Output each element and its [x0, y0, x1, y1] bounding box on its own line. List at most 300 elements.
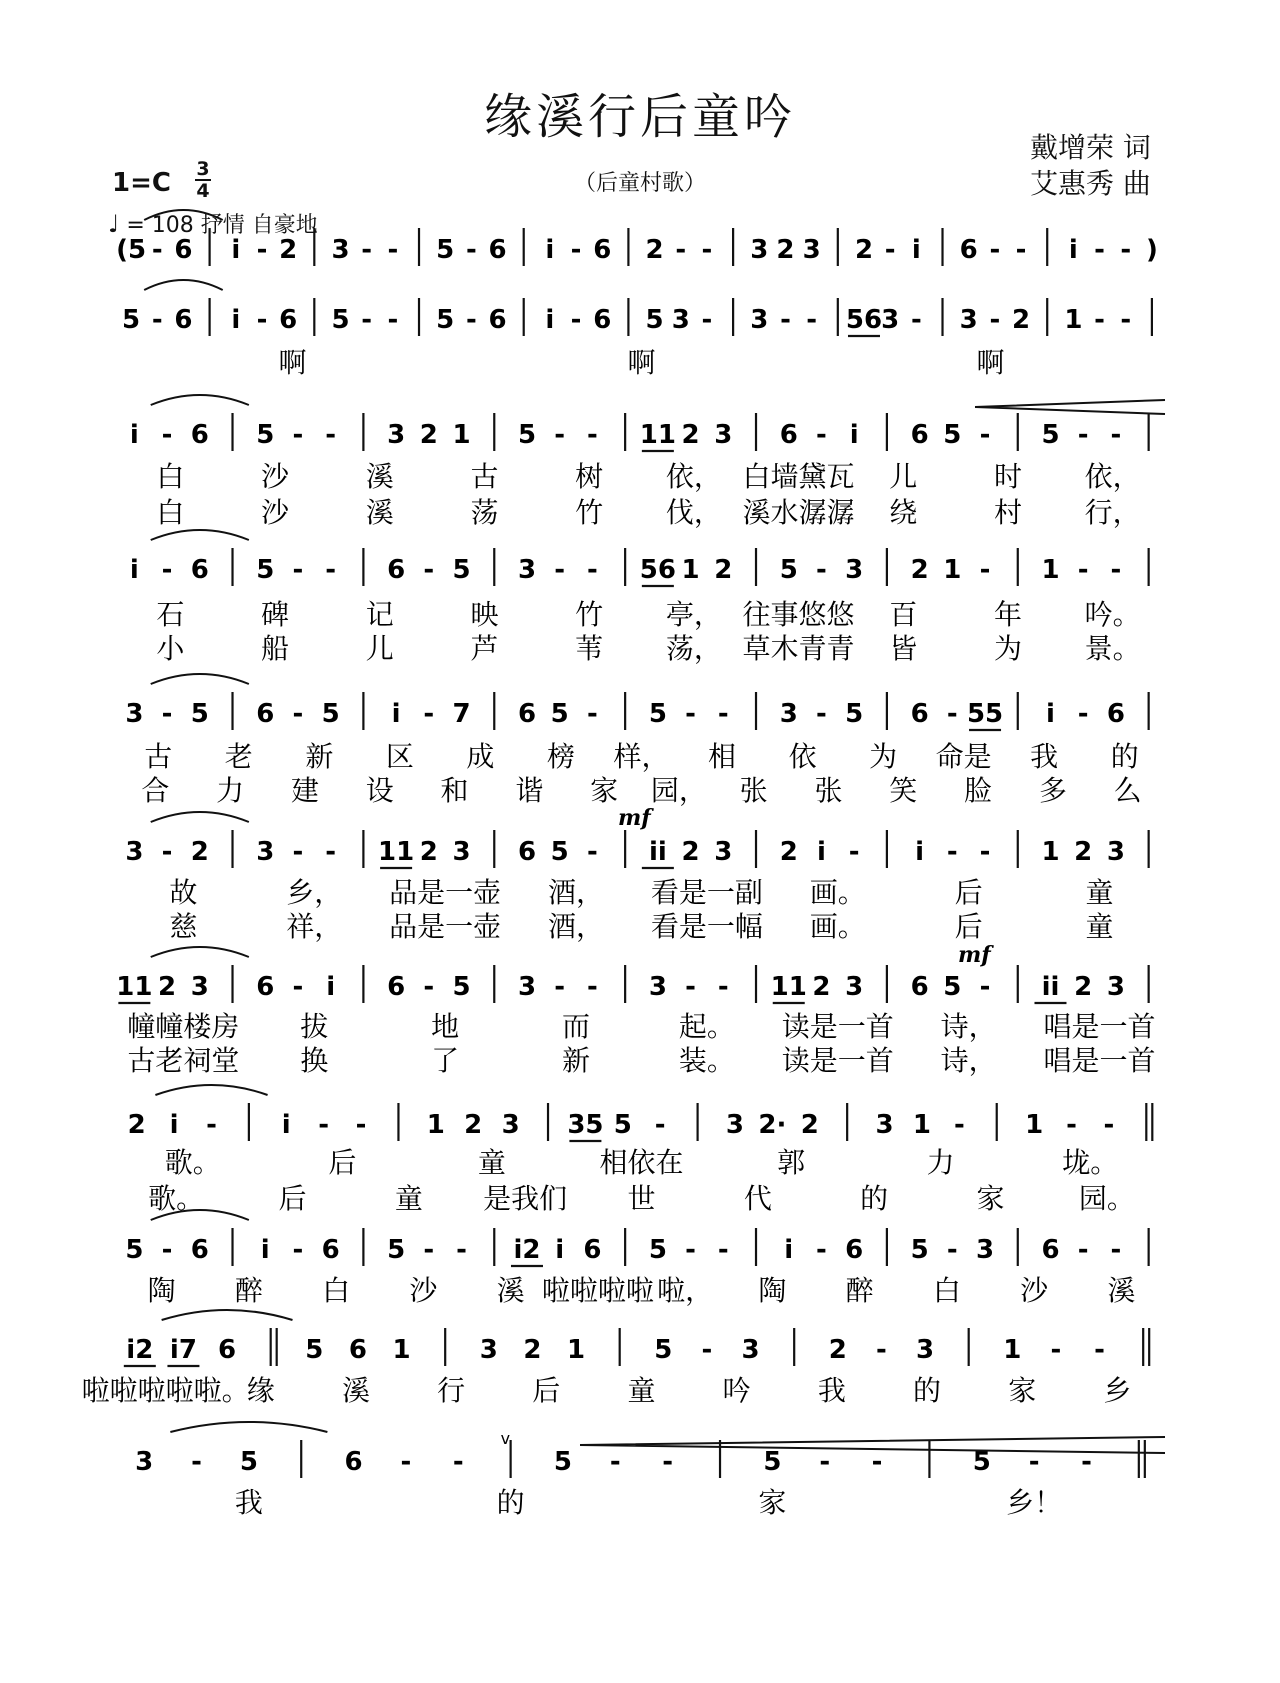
note: 3 [501, 1110, 520, 1140]
note: - [816, 699, 827, 729]
note: i [129, 420, 139, 450]
note: 5 [972, 1447, 991, 1477]
lyric-syllable: 慈 [169, 910, 198, 943]
lyric-syllable: 我 [234, 1486, 263, 1519]
lyric-syllable: 往事悠悠 [742, 598, 855, 631]
note: 2 [1074, 837, 1093, 867]
note: 3 [750, 235, 769, 265]
note: - [292, 555, 304, 585]
lyric-syllable: 脸 [964, 774, 993, 807]
lyric-syllable: 沙 [409, 1274, 438, 1307]
note: - [884, 235, 896, 265]
note: i [129, 555, 139, 585]
lyric-syllable: 草木青青 [742, 632, 855, 665]
tempo-expression: 抒情 自豪地 [200, 213, 318, 238]
note: 3 [881, 305, 900, 335]
note: 5 [943, 420, 962, 450]
note: 1 [1041, 837, 1060, 867]
quarter-note-icon: ♩ [108, 210, 120, 238]
note: 6 [218, 1335, 237, 1365]
note: 3 [714, 837, 733, 867]
slur [151, 530, 249, 540]
note: (5 [116, 235, 147, 265]
note: 3 [1106, 972, 1125, 1002]
note: 3 [387, 420, 406, 450]
lyric-syllable: 祥， [286, 910, 343, 943]
note: - [979, 837, 991, 867]
crescendo-hairpin [975, 400, 1165, 414]
note: i [1068, 235, 1078, 265]
note: - [685, 972, 696, 1002]
note: 6 [279, 305, 298, 335]
lyric-syllable: 皆 [889, 632, 918, 665]
lyric-syllable: 设 [365, 774, 394, 807]
lyric-syllable: 沙 [261, 496, 290, 529]
lyric-syllable: 醉 [234, 1274, 263, 1307]
note: 5 [763, 1447, 782, 1477]
lyric-syllable: 溪 [365, 460, 394, 493]
slur [170, 1422, 327, 1432]
lyric-syllable: 园， [650, 774, 707, 807]
lyric-syllable: 古老祠堂 [127, 1044, 240, 1077]
note: 5 [387, 1235, 406, 1265]
note: i2 [513, 1235, 541, 1265]
note: 3 [875, 1110, 894, 1140]
note: - [848, 837, 860, 867]
lyric-syllable: 命是 [935, 740, 992, 773]
note: 1 [452, 420, 471, 450]
note: 5 [1041, 420, 1060, 450]
lyric-syllable: 为 [993, 632, 1022, 665]
lyric-syllable: 陶 [147, 1274, 176, 1307]
note: - [1110, 555, 1122, 585]
slur [151, 812, 249, 822]
note: 3 [976, 1235, 995, 1265]
lyric-syllable: 张 [814, 774, 843, 807]
note: 1 [567, 1335, 586, 1365]
slur [151, 947, 249, 957]
lyric-syllable: 诗， [940, 1010, 997, 1043]
lyric-syllable: 溪 [496, 1274, 525, 1307]
slur [151, 674, 249, 684]
note: 5 [845, 699, 864, 729]
lyric-syllable: 依， [665, 460, 722, 493]
lyric-syllable: 谐 [515, 774, 544, 807]
lyric-syllable: 唱是一首 [1043, 1044, 1156, 1077]
note: 5 [321, 699, 340, 729]
note: - [256, 235, 268, 265]
note: - [806, 305, 818, 335]
note: 6 [348, 1335, 367, 1365]
lyric-syllable: 依， [1084, 460, 1141, 493]
lyric-syllable: 碑 [261, 598, 290, 631]
note: 5 [943, 972, 962, 1002]
lyric-syllable: 样， [613, 740, 670, 773]
note: - [554, 420, 566, 450]
lyric-syllable: 换 [300, 1044, 329, 1077]
note: - [910, 305, 922, 335]
breath-mark: v [500, 1429, 511, 1448]
note: 6 [1041, 1235, 1060, 1265]
note: 5 [190, 699, 209, 729]
note: 2 [127, 1110, 146, 1140]
note: i [816, 837, 826, 867]
slur [155, 1085, 267, 1095]
note: - [465, 305, 477, 335]
lyric-syllable: 白 [156, 460, 185, 493]
note: 1 [1003, 1335, 1022, 1365]
lyric-syllable: 么 [1113, 774, 1142, 807]
note: 6 [344, 1447, 363, 1477]
note: 6 [488, 305, 507, 335]
note: i [915, 837, 925, 867]
lyric-syllable: 陶 [758, 1274, 787, 1307]
note: - [946, 1235, 958, 1265]
lyric-syllable: 荡 [470, 496, 499, 529]
note: - [946, 837, 958, 867]
lyric-syllable: 园。 [1078, 1182, 1135, 1215]
note: 3 [1106, 837, 1125, 867]
lyric-syllable: 起。 [678, 1010, 735, 1043]
note: 2 [812, 972, 831, 1002]
lyric-syllable: 石 [156, 598, 185, 631]
lyric-syllable: 童 [627, 1374, 656, 1407]
lyric-syllable: 家 [1008, 1374, 1037, 1407]
note: 5 [122, 305, 141, 335]
lyric-syllable: 张 [739, 774, 768, 807]
note: - [292, 699, 304, 729]
lyric-syllable: 百 [889, 598, 918, 631]
note: 3 [256, 837, 275, 867]
note: 5 [645, 305, 664, 335]
note: - [400, 1447, 412, 1477]
note: 3 [331, 235, 350, 265]
lyric-syllable: 故 [169, 876, 198, 909]
note: 5 [910, 1235, 929, 1265]
note: - [1120, 305, 1132, 335]
note: 1 [426, 1110, 445, 1140]
note: - [717, 699, 729, 729]
note: - [570, 235, 582, 265]
note: - [587, 699, 598, 729]
note: 3 [750, 305, 769, 335]
note: - [1110, 1235, 1122, 1265]
note: 5 [436, 235, 455, 265]
note: 3 [517, 555, 537, 585]
lyric-syllable: 歌。 [164, 1146, 221, 1179]
note: 2 [645, 235, 664, 265]
note: i [911, 235, 921, 265]
lyric-syllable: 啊 [976, 346, 1005, 379]
note: - [1110, 420, 1122, 450]
note: 1 [392, 1335, 411, 1365]
note: 6 [517, 837, 537, 867]
note: i [555, 1235, 565, 1265]
lyric-syllable: 映 [470, 598, 499, 631]
lyric-syllable: 酒， [548, 910, 605, 943]
slur [144, 210, 223, 220]
lyric-syllable: 啦啦啦啦 [541, 1274, 654, 1307]
lyric-syllable: 读是一首 [781, 1044, 894, 1077]
note: - [675, 235, 687, 265]
note: - [292, 420, 304, 450]
lyric-syllable: 垅。 [1062, 1146, 1119, 1179]
lyric-syllable: 郭 [777, 1146, 806, 1179]
lyric-syllable: 唱是一首 [1043, 1010, 1156, 1043]
lyric-syllable: 白 [156, 496, 185, 529]
note: - [1028, 1447, 1040, 1477]
note: - [206, 1110, 217, 1140]
note: 6 [387, 972, 406, 1002]
note: - [587, 972, 598, 1002]
lyric-syllable: 小 [156, 632, 185, 665]
note: - [587, 420, 598, 450]
note: 6 [387, 555, 406, 585]
note: 5 [779, 555, 798, 585]
note: 2 [279, 235, 298, 265]
note: i [545, 235, 555, 265]
note: 5 [613, 1110, 632, 1140]
note: 56 [639, 555, 676, 585]
note: 3 [125, 837, 144, 867]
note: - [151, 235, 163, 265]
note: 2 [828, 1335, 847, 1365]
note: 1 [681, 555, 700, 585]
lyric-syllable: 溪水潺潺 [742, 496, 855, 529]
note: - [161, 555, 173, 585]
lyric-syllable: 乡， [286, 876, 343, 909]
note: i [281, 1110, 291, 1140]
dynamic-marking: mf [958, 942, 991, 968]
note: - [685, 699, 696, 729]
note: 6 [190, 555, 209, 585]
lyric-syllable: 年 [993, 598, 1022, 631]
lyric-syllable: 啦， [657, 1274, 714, 1307]
note: 5 [436, 305, 455, 335]
note: - [871, 1447, 883, 1477]
note: - [292, 1235, 304, 1265]
note: - [465, 235, 477, 265]
note: - [1120, 235, 1132, 265]
note: - [876, 1335, 887, 1365]
note: 5 [452, 972, 471, 1002]
lyric-syllable: 童 [394, 1182, 423, 1215]
lyric-syllable: 古 [470, 460, 499, 493]
lyric-syllable: 儿 [365, 632, 394, 665]
note: - [654, 1110, 666, 1140]
lyric-syllable: 装。 [678, 1044, 735, 1077]
lyric-syllable: 而 [562, 1010, 591, 1043]
note: 6 [910, 420, 929, 450]
lyric-syllable: 绕 [889, 496, 918, 529]
lyricist-credit: 戴增荣 词 [1030, 131, 1151, 164]
note: 6 [593, 305, 612, 335]
lyric-syllable: 世 [627, 1182, 656, 1215]
note: 2 [158, 972, 177, 1002]
lyric-syllable: 啊 [278, 346, 307, 379]
song-subtitle: （后童村歌） [573, 171, 706, 196]
lyric-syllable: 新 [305, 740, 334, 773]
lyric-syllable: 区 [385, 740, 414, 773]
note: - [161, 699, 173, 729]
lyric-syllable: 相依在 [599, 1146, 684, 1179]
lyric-syllable: 后 [954, 910, 983, 943]
note: 2 [1074, 972, 1093, 1002]
note: 2 [1011, 305, 1031, 335]
slur [162, 1310, 293, 1320]
note: - [191, 1447, 202, 1477]
lyric-syllable: 竹 [575, 496, 604, 529]
lyric-syllable: 苇 [575, 632, 604, 665]
lyric-syllable: 诗， [940, 1044, 997, 1077]
note: 3 [845, 555, 864, 585]
note: 3 [190, 972, 209, 1002]
lyric-syllable: 相 [708, 740, 737, 773]
lyric-syllable: 吟 [722, 1374, 751, 1407]
note: - [325, 555, 337, 585]
note: 6 [488, 235, 507, 265]
note: 3 [135, 1447, 154, 1477]
lyric-syllable: 的 [1110, 740, 1139, 773]
note: 6 [845, 1235, 864, 1265]
note: - [609, 1447, 621, 1477]
key-signature: 1=C [112, 168, 171, 198]
note: - [161, 837, 173, 867]
note: - [1015, 235, 1027, 265]
lyric-syllable: 力 [216, 774, 245, 807]
lyric-syllable: 时 [993, 460, 1022, 493]
note: - [816, 420, 827, 450]
note: - [819, 1447, 831, 1477]
lyric-syllable: 地 [431, 1010, 460, 1043]
note: 2 [714, 555, 733, 585]
note: i2 [126, 1335, 154, 1365]
note: 2 [681, 837, 700, 867]
note: - [701, 305, 713, 335]
note: 6 [174, 235, 193, 265]
note: i [391, 699, 401, 729]
lyric-syllable: 笑 [889, 774, 918, 807]
note: 3 [479, 1335, 498, 1365]
lyric-syllable: 代 [743, 1182, 772, 1215]
lyric-syllable: 后 [328, 1146, 357, 1179]
note: 5 [239, 1447, 258, 1477]
lyric-syllable: 依 [788, 740, 817, 773]
note: 2 [681, 420, 700, 450]
note: - [1066, 1110, 1077, 1140]
lyric-syllable: 伐， [665, 496, 722, 529]
note: 1 [943, 555, 962, 585]
note: - [780, 305, 791, 335]
note: - [387, 305, 399, 335]
note: - [423, 972, 435, 1002]
note: 5 [550, 699, 569, 729]
note: - [717, 1235, 729, 1265]
note: - [979, 972, 991, 1002]
note: i7 [169, 1335, 197, 1365]
lyric-syllable: 亭， [665, 598, 722, 631]
lyric-syllable: 家 [976, 1182, 1005, 1215]
note: 6 [321, 1235, 340, 1265]
note: 11 [116, 972, 153, 1002]
note: 2 [523, 1335, 542, 1365]
note: - [816, 1235, 827, 1265]
lyric-syllable: 合 [141, 774, 170, 807]
note: 5 [648, 699, 667, 729]
tempo-value: = 108 [126, 213, 194, 238]
note: - [717, 972, 729, 1002]
note: - [1094, 235, 1105, 265]
note: - [387, 235, 399, 265]
lyric-syllable: 品是一壶 [389, 876, 502, 909]
note: - [292, 837, 304, 867]
lyric-syllable: 多 [1038, 774, 1067, 807]
note: 3 [452, 837, 471, 867]
note: - [587, 555, 598, 585]
note: - [979, 420, 991, 450]
lyric-syllable: 沙 [261, 460, 290, 493]
note: i [1046, 699, 1055, 729]
lyric-syllable: 白墙黛瓦 [742, 460, 855, 493]
note: - [685, 1235, 696, 1265]
note: 6 [779, 420, 798, 450]
note: - [1094, 1335, 1105, 1365]
note: 5 [256, 555, 275, 585]
lyric-syllable: 我 [817, 1374, 846, 1407]
note: 11 [770, 972, 807, 1002]
note: - [946, 699, 958, 729]
lyric-syllable: 画。 [809, 876, 866, 909]
note: 6 [910, 699, 929, 729]
note: i [784, 1235, 794, 1265]
lyric-syllable: 歌。 [148, 1182, 205, 1215]
lyric-syllable: 行， [1084, 496, 1141, 529]
note: - [701, 235, 713, 265]
note: 5 [517, 420, 537, 450]
note: - [318, 1110, 330, 1140]
note: - [1077, 420, 1089, 450]
lyric-syllable: 荡， [665, 632, 722, 665]
lyric-syllable: 成 [466, 740, 495, 773]
song-title: 缘溪行后童吟 [483, 89, 796, 145]
lyric-syllable: 的 [913, 1374, 942, 1407]
note: 5 [256, 420, 275, 450]
note: 2 [190, 837, 209, 867]
note: 35 [567, 1110, 604, 1140]
slur [144, 280, 223, 290]
lyric-syllable: 家 [590, 774, 619, 807]
note: 5 [654, 1335, 673, 1365]
lyric-syllable: 看是一副 [650, 876, 763, 909]
note: ii [648, 837, 667, 867]
lyric-syllable: 啊 [627, 346, 656, 379]
note: ) [1145, 235, 1158, 265]
lyric-syllable: 老 [224, 740, 253, 773]
note: 5 [331, 305, 350, 335]
time-signature-bottom: 4 [196, 180, 210, 202]
note: 2 [464, 1110, 483, 1140]
lyric-syllable: 芦 [470, 632, 499, 665]
note: - [361, 305, 373, 335]
lyric-syllable: 和 [440, 774, 469, 807]
lyric-syllable: 新 [562, 1044, 591, 1077]
lyric-syllable: 我 [1030, 740, 1059, 773]
lyric-syllable: 建 [290, 774, 319, 807]
note: - [587, 837, 598, 867]
note: - [570, 305, 582, 335]
lyric-syllable: 品是一壶 [389, 910, 502, 943]
lyric-syllable: 童 [1085, 876, 1114, 909]
